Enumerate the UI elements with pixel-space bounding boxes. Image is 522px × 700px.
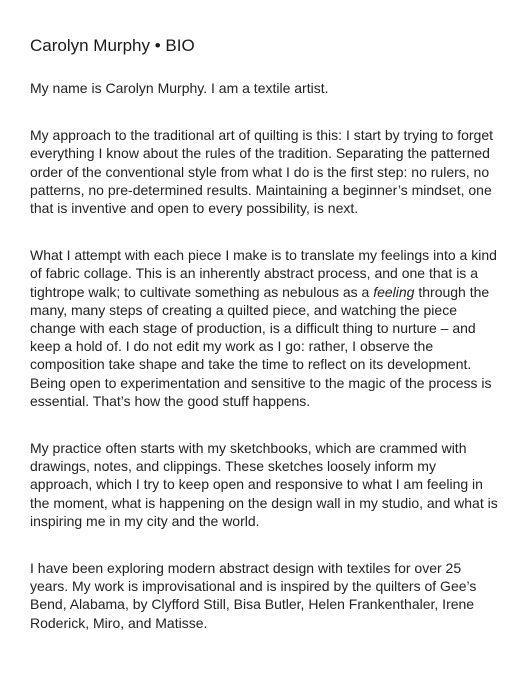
process-emphasis: feeling	[373, 283, 415, 300]
influences-paragraph: I have been exploring modern abstract design with textiles for over 25 years. My work is improvisational and is inspired by the quilters of Gee’s Bend, Alabama, by Clyfford Still, Bisa Butler, Helen Frankenthaler, Irene Roderick, Miro, and Matisse.	[30, 560, 477, 631]
process-text-end: through the many, many steps of creating a quilted piece, and watching the piece change with each stage of production, is a difficult thing to nurture – and keep a hold of. I do not edit my work as I go: rather, I observe the composition take shape and take the time to reflect on its development. Being open to experimentation and sensitive to the magic of the process is essential. That’s how the good stuff happens.	[30, 283, 492, 409]
approach-paragraph: My approach to the traditional art of quilting is this: I start by trying to forget everything I know about the rules of the tradition. Separating the patterned order of the conventional style from what I do is the first step: no rulers, no patterns, no pre-determined results. Maintaining a beginner’s mindset, one that is inventive and open to every possibility, is next.	[30, 127, 494, 217]
intro-paragraph: My name is Carolyn Murphy. I am a textile artist.	[30, 80, 329, 96]
process-text-start: What I attempt with each piece I make is to translate my feelings into a kind of fabric collage. This is an inherently abstract process, and one that is a tightrope walk; to cultivate something as nebulous as a	[30, 247, 497, 300]
process-paragraph	[30, 246, 502, 410]
practice-paragraph: My practice often starts with my sketchbooks, which are crammed with drawings, notes, and clippings. These sketches loosely inform my approach, which I try to keep open and responsive to what I am feeling in the moment, what is happening on the design wall in my studio, and what is inspiring me in my city and the world.	[30, 440, 498, 529]
page-title: Carolyn Murphy • BIO	[30, 36, 195, 55]
